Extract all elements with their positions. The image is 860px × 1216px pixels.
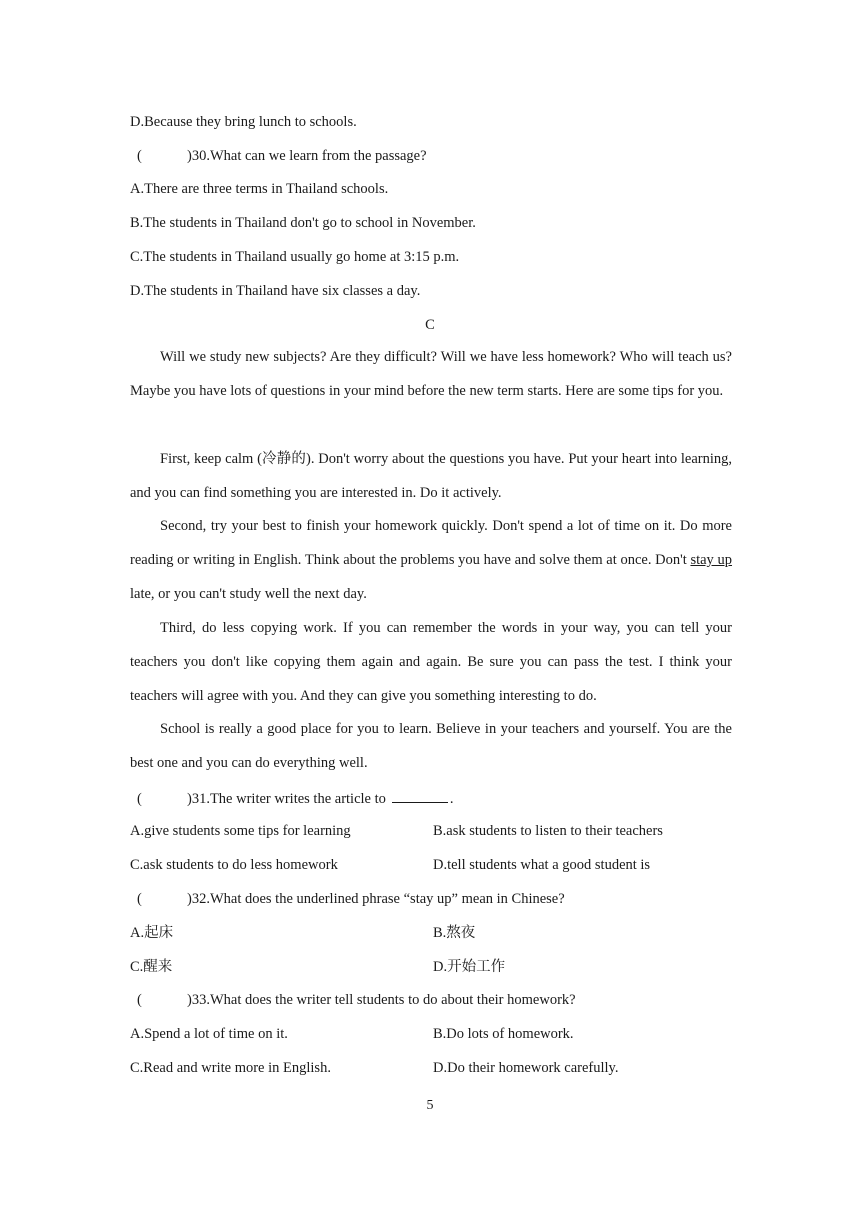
passage-heading: C — [425, 317, 435, 333]
q30-question — [137, 146, 739, 166]
q31-option-c: C.ask students to do less homework — [130, 857, 338, 873]
answer-blank — [392, 788, 448, 803]
q32-question — [137, 889, 739, 909]
underlined-phrase: stay up — [690, 551, 733, 568]
q33-text: )33.What does the writer tell students to do about their homework? — [187, 992, 576, 1008]
q33-option-c: C.Read and write more in English. — [130, 1060, 331, 1076]
q32-options-row-2 — [130, 957, 732, 977]
passage-paragraph-1: Will we study new subjects? Are they difficult? Will we have less homework? Who will teach us? Maybe you have lots of questions in your mind before the new term starts. Here are some tips for you. — [130, 349, 732, 399]
page-number: 5 — [426, 1098, 434, 1113]
q32-option-c: C.醒来 — [130, 959, 173, 975]
q31-option-b: B.ask students to listen to their teachers — [433, 823, 663, 839]
q30-option-b: B.The students in Thailand don't go to school in November. — [130, 215, 476, 231]
q33-option-b: B.Do lots of homework. — [433, 1026, 574, 1042]
q29-option-d: D.Because they bring lunch to schools. — [130, 114, 357, 130]
q32-option-a: A.起床 — [130, 925, 174, 941]
answer-paren: ( — [137, 891, 142, 907]
passage-paragraph-3 — [130, 510, 732, 611]
q32-text: )32.What does the underlined phrase “stay up” mean in Chinese? — [187, 891, 565, 907]
p3-text-after: late, or you can't study well the next day. — [130, 585, 367, 602]
q33-options-row-2 — [130, 1058, 732, 1078]
q31-question — [137, 788, 739, 809]
q31-option-d: D.tell students what a good student is — [433, 857, 651, 873]
q31-options-row-1 — [130, 821, 732, 841]
q31-text: )31.The writer writes the article to — [187, 791, 386, 807]
q30-option-d: D.The students in Thailand have six classes a day. — [130, 283, 421, 299]
p3-text-before: Second, try your best to finish your homework quickly. Don't spend a lot of time on it. Do more reading or writing in English. Think about the problems you have and solve them at once. Don't — [130, 518, 732, 568]
q33-question — [137, 990, 739, 1010]
q32-option-b: B.熬夜 — [433, 925, 476, 941]
q33-options-row-1 — [130, 1024, 732, 1044]
q30-option-a: A.There are three terms in Thailand schools. — [130, 181, 389, 197]
passage-paragraph-4: Third, do less copying work. If you can remember the words in your way, you can tell your teachers you don't like copying them again and again. Be sure you can pass the test. I think your teachers will agree with you. And they can give you something interesting to do. — [130, 620, 732, 704]
q30-option-c: C.The students in Thailand usually go home at 3:15 p.m. — [130, 249, 460, 265]
passage-paragraph-5: School is really a good place for you to learn. Believe in your teachers and yourself. You are the best one and you can do everything well. — [130, 721, 732, 771]
answer-paren: ( — [137, 791, 142, 807]
q33-option-d: D.Do their homework carefully. — [433, 1060, 619, 1076]
q33-option-a: A.Spend a lot of time on it. — [130, 1026, 288, 1042]
q30-text: )30.What can we learn from the passage? — [187, 148, 427, 164]
answer-paren: ( — [137, 148, 142, 164]
q31-end: . — [449, 791, 454, 807]
q32-options-row-1 — [130, 923, 732, 943]
q31-options-row-2 — [130, 855, 732, 875]
q31-option-a: A.give students some tips for learning — [130, 823, 351, 839]
passage-paragraph-2: First, keep calm (冷静的). Don't worry about the questions you have. Put your heart into learning, and you can find something you are interested in. Do it actively. — [130, 451, 732, 501]
q32-option-d: D.开始工作 — [433, 959, 506, 975]
answer-paren: ( — [137, 992, 142, 1008]
